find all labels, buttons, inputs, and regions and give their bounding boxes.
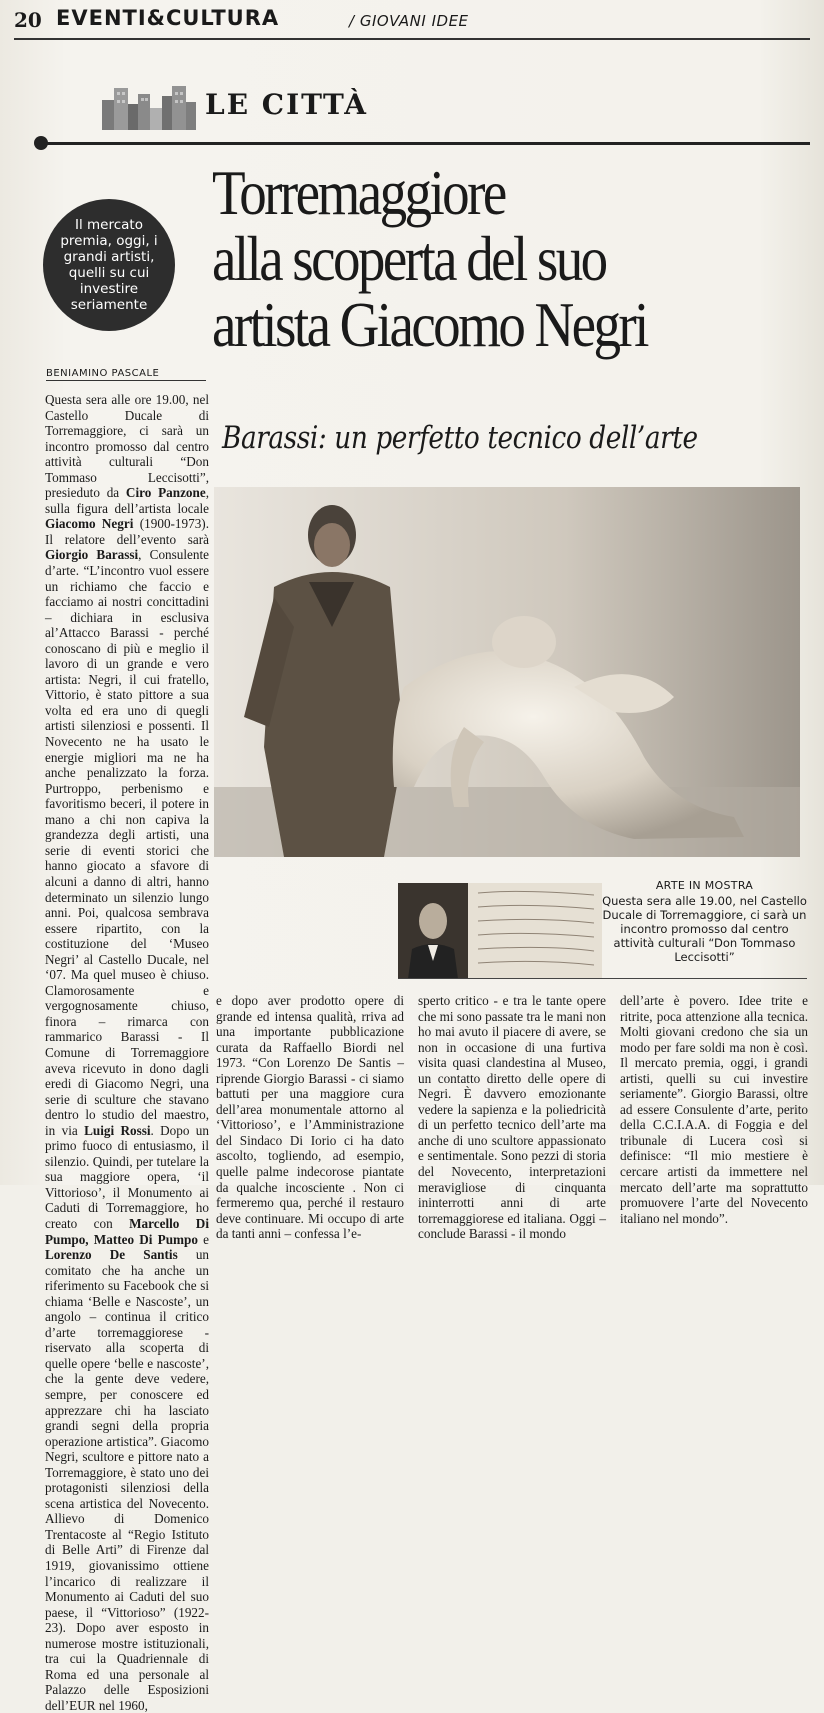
name-luigi-rossi: Luigi Rossi xyxy=(84,1122,151,1138)
page-number: 20 xyxy=(14,8,42,32)
sidebar-text: Questa sera alle 19.00, nel Castello Ducale di Torremaggiore, ci sarà un incontro promosso dal centro attività culturali “Don Tommaso Leccisotti” xyxy=(602,894,807,964)
rubric-rule xyxy=(40,142,810,145)
page-header xyxy=(14,6,794,38)
article-subheadline: Barassi: un perfetto tecnico dell’arte xyxy=(222,420,698,456)
name-de-santis: Lorenzo De Santis xyxy=(45,1247,178,1263)
header-rule xyxy=(14,38,810,40)
headline-line: Torremaggiore xyxy=(212,157,505,228)
sidebar-rule xyxy=(398,978,807,979)
city-skyline-icon xyxy=(100,82,196,130)
article-column-1: Questa sera alle ore 19.00, nel Castello Ducale di Torremaggiore, ci sarà un incontro promosso dal centro attività culturali “Don Tommaso Leccisotti”, presieduto da Ciro Panzone, sulla figura dell’artista locale Giacomo Negri (1900-1973). Il relatore dell’evento sarà Giorgio Barassi, Consulente d’arte. “L’incontro vuol essere un richiamo che faccio e facciamo ai nostri concittadini – dichiara in esclusiva al’Attacco Barassi - perché conoscano di più e meglio il lavoro di un grande e vero artista: Negri, il cui fratello, Vittorio, è stato pittore a sua volta ed era uno di quegli artisti silenziosi e possenti. Il Novecento ne ha usato le energie migliori ma ne ha anche penalizzato la forza. Purtroppo, perbenismo e favoritismo beceri, il potere in mano a chi non capiva la grandezza degli artisti, una serie di eventi storici che hanno giocato a sfavore di alcuni a danno di altri, hanno determinato un silenzio lungo anni. Poi, qualcosa sembrava essere ripartito, con la costituzione del ‘Museo Negri’ al Castello Ducale, nel ‘07. Ma quel museo è chiuso. Clamorosamente e vergognosamente chiuso, finora – rimarca con rammarico Barassi - Il Comune di Torremaggiore aveva ricevuto in dono dagli eredi di Giacomo Negri, una serie di sculture che stavano dentro lo studio del maestro, in via Luigi Rossi. Dopo un primo fuoco di entusiasmo, il silenzio. Quindi, per tutelare la sua maggiore opera, ‘il Vittorioso’, il Monumento ai Caduti di Torremaggiore, ho creato con Marcello Di Pumpo, Matteo Di Pumpo e Lorenzo De Santis un comitato che ha anche un riferimento su Facebook che si chiama ‘Belle e Nascoste’, un angolo – continua il critico d’arte torremaggiorese - riservato alla scoperta di quelle opere ‘belle e nascoste’, che la gente deve vedere, sempre, per conoscere ed apprezzare chi ha lasciato grandi segni della propria operazione artistica”. Giacomo Negri, scultore e pittore nato a Torremaggiore, è stato uno dei protagonisti silenziosi della scena artistica del Novecento. Allievo di Domenico Trentacoste al “Regio Istituto di Belle Arti” di Firenze dal 1919, giovanissimo ottiene l’incarico di realizzare il Monumento ai Caduti del suo paese, il “Vittorioso” (1922-23). Dopo aver esposto in numerose mostre istituzionali, tra cui la Quadriennale di Roma ed una personale al Palazzo delle Esposizioni dell’EUR nel 1960, xyxy=(45,392,210,1713)
byline: BENIAMINO PASCALE xyxy=(46,368,206,381)
callout-badge xyxy=(43,199,175,331)
section-title: EVENTI&CULTURA xyxy=(56,6,280,30)
article-column-4: dell’arte è povero. Idee trite e ritrite, poca attenzione alla tecnica. Molti giovani credono che sia un modo per fare soldi ma non è così. Il mercato premia, oggi, i grandi artisti, quelli su cui investire seriamente”. Giorgio Barassi, oltre ad essere Consulente d’arte, perito della C.C.I.A.A. di Foggia e del tribunale di Lucera così si definisce: “Il mio mestiere è cercare artisti da immettere nel mercato dell’arte ma soprattutto promuovere l’arte del Novecento italiano nel mondo”. xyxy=(620,993,808,1226)
archive-document-photo xyxy=(398,883,602,979)
article-column-2: e dopo aver prodotto opere di grande ed intensa qualità, rriva ad una importante pubblicazione curata da Raffaello Biordi nel 1973. “Con Lorenzo De Santis – riprende Giorgio Barassi - ci siamo battuti per una maggiore cura dell’area monumentale attorno al ‘Vittorioso’, e l’Amministrazione del Sindaco Di Iorio ci ha dato ascolto, togliendo, ad esempio, quelle palme indecorose piantate da qualche incosciente . Non ci fermeremo qua, perché il restauro deve continuare. Mi occupo di arte da tanti anni – confessa l’e- xyxy=(216,993,404,1242)
sidebar-title: ARTE IN MOSTRA xyxy=(655,879,754,892)
article-column-3: sperto critico - e tra le tante opere che mi sono passate tra le mani non ho mai avuto il piacere di avere, se non in occasione di una furtiva visita quasi clandestina al Museo, un contatto diretto delle opere di Negri. È davvero emozionante vedere la sapienza e la poliedricità di un perfetto tecnico dell’arte ma anche di uno scultore appassionato e sentimentale. Sono pezzi di storia del Novecento, interpretazioni meravigliose di cinquanta ininterrotti anni di arte torremaggiorese ed italiana. Oggi – conclude Barassi - il mondo xyxy=(418,993,606,1242)
sculpture-photo xyxy=(214,487,800,857)
rubric-title: LE CITTÀ xyxy=(205,88,369,121)
sidebar-box xyxy=(602,879,807,964)
article-headline xyxy=(212,157,728,360)
name-giacomo-negri: Giacomo Negri xyxy=(45,516,134,532)
name-di-pumpo: Marcello Di Pumpo, Matteo Di Pumpo xyxy=(45,1215,209,1247)
headline-line: artista Giacomo Negri xyxy=(212,289,647,360)
name-ciro-panzone: Ciro Panzone xyxy=(125,485,206,501)
name-giorgio-barassi: Giorgio Barassi xyxy=(45,547,139,563)
headline-line: alla scoperta del suo xyxy=(212,223,606,294)
subsection-title: / GIOVANI IDEE xyxy=(349,12,469,30)
callout-text: Il mercato premia, oggi, i grandi artisti, quelli su cui investire seriamente xyxy=(60,217,158,313)
